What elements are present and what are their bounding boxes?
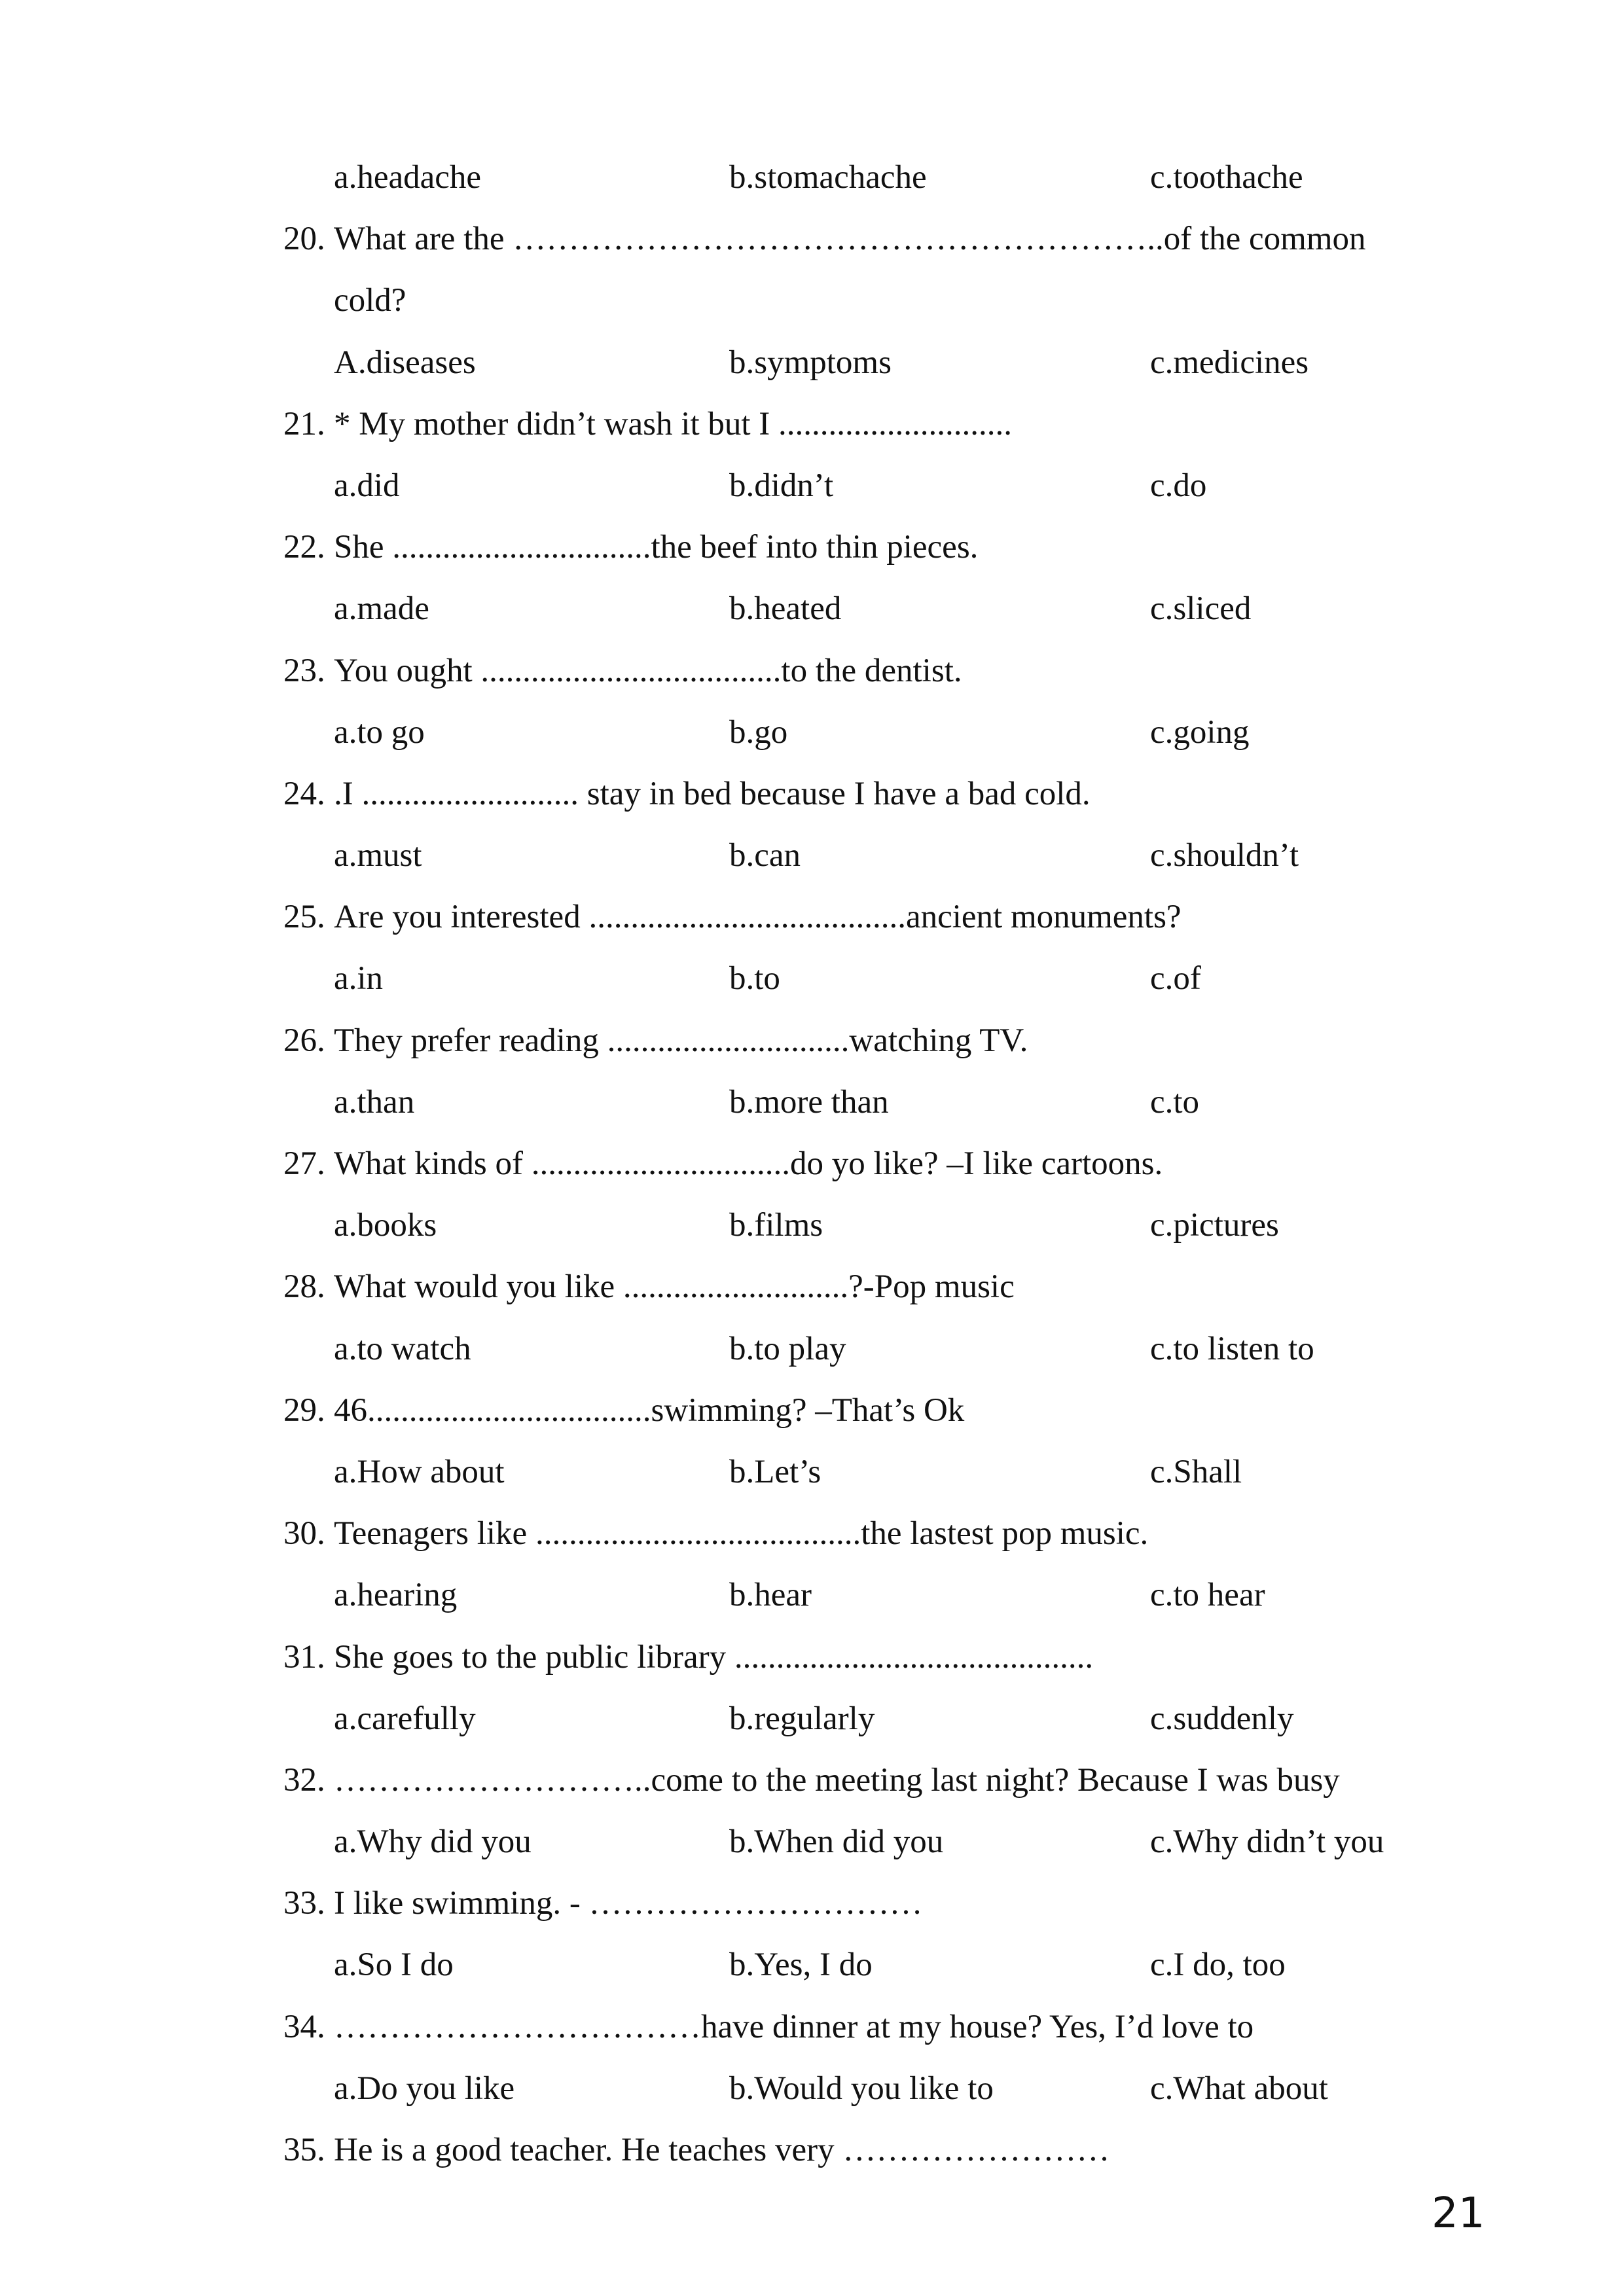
question-text: They prefer reading .............................watching TV. (334, 1022, 1028, 1059)
option-b[interactable]: b.symptoms (729, 344, 892, 381)
option-c[interactable]: c.going (1150, 713, 1250, 751)
question-number: 32. (283, 1761, 325, 1799)
options-row (0, 455, 1624, 516)
options-row (0, 1564, 1624, 1626)
option-b[interactable]: b.go (729, 713, 788, 751)
option-b[interactable]: b.to play (729, 1330, 846, 1367)
exercise-sheet (0, 147, 1624, 2181)
question-row (0, 2119, 1624, 2181)
question-row (0, 208, 1624, 270)
options-row (0, 1071, 1624, 1133)
option-b[interactable]: b.can (729, 837, 801, 874)
options-row (0, 2058, 1624, 2119)
question-number: 30. (283, 1515, 325, 1552)
option-a[interactable]: a.hearing (334, 1577, 458, 1614)
question-row (0, 1873, 1624, 1934)
options-row (0, 948, 1624, 1009)
option-a[interactable]: a.Why did you (334, 1823, 532, 1861)
question-text: I like swimming. - ………………………… (334, 1885, 923, 1922)
option-c[interactable]: c.pictures (1150, 1207, 1279, 1244)
options-row (0, 1441, 1624, 1503)
option-b[interactable]: b.When did you (729, 1823, 944, 1861)
question-number: 35. (283, 2132, 325, 2168)
question-number: 33. (283, 1885, 325, 1922)
question-number: 34. (283, 2008, 325, 2045)
option-c[interactable]: c.suddenly (1150, 1700, 1294, 1737)
option-b[interactable]: b.more than (729, 1083, 889, 1121)
question-number: 28. (283, 1268, 325, 1306)
question-text: ……………………………have dinner at my house? Yes, I’d love to (334, 2008, 1254, 2045)
option-c[interactable]: c.to listen to (1150, 1330, 1314, 1367)
question-number: 22. (283, 529, 325, 566)
option-a[interactable]: a.than (334, 1083, 415, 1121)
option-b[interactable]: b.stomachache (729, 159, 927, 196)
question-text: cold? (334, 282, 406, 319)
question-number: 29. (283, 1391, 325, 1429)
options-row (0, 1811, 1624, 1873)
option-a[interactable]: A.diseases (334, 344, 476, 381)
option-a[interactable]: a.did (334, 467, 400, 504)
question-text: Teenagers like .......................................the lastest pop music. (334, 1515, 1149, 1552)
question-text: What are the …………………………………………………..of the common (334, 221, 1366, 258)
option-a[interactable]: a.must (334, 837, 422, 874)
question-number: 23. (283, 652, 325, 689)
option-a[interactable]: a.in (334, 960, 384, 997)
option-a[interactable]: a.So I do (334, 1946, 454, 1984)
question-number: 27. (283, 1145, 325, 1182)
option-b[interactable]: b.Yes, I do (729, 1946, 873, 1984)
option-b[interactable]: b.heated (729, 590, 842, 628)
option-c[interactable]: c.do (1150, 467, 1207, 504)
option-a[interactable]: a.books (334, 1207, 437, 1244)
question-row (0, 270, 1624, 331)
question-number: 25. (283, 899, 325, 936)
option-c[interactable]: c.toothache (1150, 159, 1303, 196)
question-number: 26. (283, 1022, 325, 1059)
options-row (0, 1934, 1624, 1996)
question-row (0, 1133, 1624, 1194)
question-text: She goes to the public library ........................................... (334, 1638, 1094, 1676)
option-a[interactable]: a.to go (334, 713, 425, 751)
question-row (0, 1380, 1624, 1441)
question-row (0, 886, 1624, 948)
question-row (0, 640, 1624, 702)
question-row (0, 1010, 1624, 1071)
option-a[interactable]: a.to watch (334, 1330, 471, 1367)
option-c[interactable]: c.to hear (1150, 1577, 1265, 1614)
question-text: You ought ....................................to the dentist. (334, 652, 962, 689)
question-text: ………………………..come to the meeting last night? Because I was busy (334, 1761, 1340, 1799)
option-c[interactable]: c.Shall (1150, 1453, 1242, 1490)
option-a[interactable]: a.headache (334, 159, 482, 196)
option-b[interactable]: b.films (729, 1207, 823, 1244)
options-row (0, 332, 1624, 393)
question-text: 46..................................swimming? –That’s Ok (334, 1391, 965, 1429)
option-c[interactable]: c.I do, too (1150, 1946, 1286, 1984)
options-row (0, 1194, 1624, 1256)
question-text: Are you interested ......................................ancient monuments? (334, 899, 1182, 936)
question-number: 21. (283, 405, 325, 442)
page-number: 21 (1432, 2189, 1485, 2238)
question-row (0, 1749, 1624, 1811)
option-a[interactable]: a.How about (334, 1453, 505, 1490)
question-text: What kinds of ...............................do yo like? –I like cartoons. (334, 1145, 1163, 1182)
question-text: .I .......................... stay in bed because I have a bad cold. (334, 775, 1091, 812)
question-row (0, 1626, 1624, 1688)
question-text: * My mother didn’t wash it but I ............................ (334, 405, 1013, 442)
question-row (0, 763, 1624, 825)
question-row (0, 1503, 1624, 1564)
option-c[interactable]: c.What about (1150, 2070, 1328, 2107)
option-b[interactable]: b.Let’s (729, 1453, 821, 1490)
option-c[interactable]: c.medicines (1150, 344, 1309, 381)
question-text: He is a good teacher. He teaches very …………………… (334, 2132, 1110, 2168)
options-row (0, 147, 1624, 208)
options-row (0, 702, 1624, 763)
options-row (0, 1688, 1624, 1749)
option-b[interactable]: b.didn’t (729, 467, 834, 504)
options-row (0, 825, 1624, 886)
option-c[interactable]: c.sliced (1150, 590, 1252, 628)
option-a[interactable]: a.made (334, 590, 429, 628)
option-b[interactable]: b.hear (729, 1577, 812, 1614)
option-c[interactable]: c.shouldn’t (1150, 837, 1299, 874)
question-number: 31. (283, 1638, 325, 1676)
options-row (0, 578, 1624, 639)
question-row (0, 516, 1624, 578)
question-row (0, 393, 1624, 455)
option-c[interactable]: c.to (1150, 1083, 1200, 1121)
question-text: She ...............................the beef into thin pieces. (334, 529, 979, 566)
question-number: 24. (283, 775, 325, 812)
option-a[interactable]: a.Do you like (334, 2070, 515, 2107)
option-a[interactable]: a.carefully (334, 1700, 476, 1737)
option-b[interactable]: b.to (729, 960, 780, 997)
option-c[interactable]: c.of (1150, 960, 1201, 997)
question-text: What would you like ...........................?-Pop music (334, 1268, 1015, 1306)
question-number: 20. (283, 221, 325, 258)
option-c[interactable]: c.Why didn’t you (1150, 1823, 1384, 1861)
question-row (0, 1256, 1624, 1318)
question-row (0, 1996, 1624, 2058)
option-b[interactable]: b.Would you like to (729, 2070, 994, 2107)
options-row (0, 1318, 1624, 1380)
option-b[interactable]: b.regularly (729, 1700, 875, 1737)
